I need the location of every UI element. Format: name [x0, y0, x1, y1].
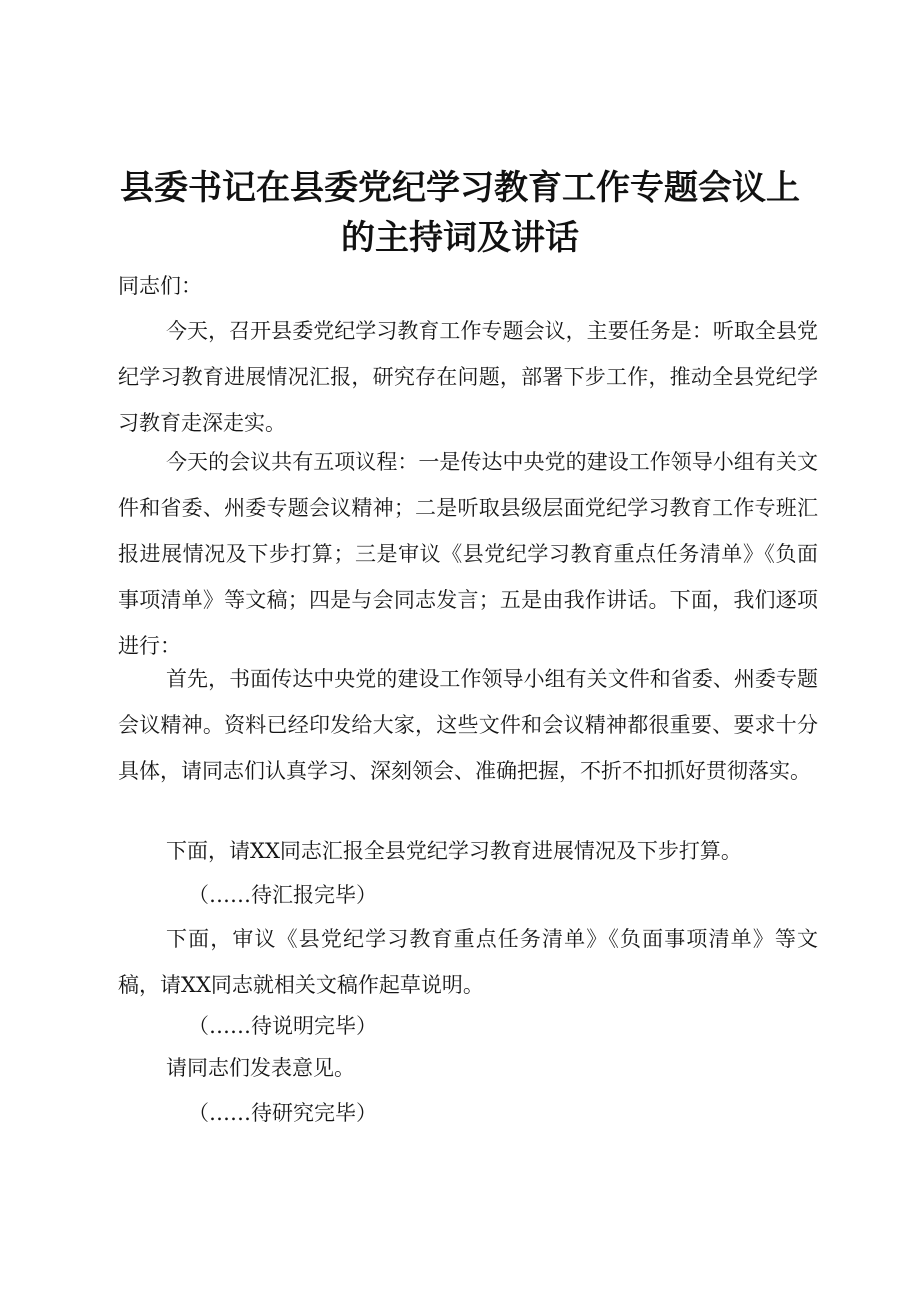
- note-discussion-finished: （……待研究完毕）: [188, 1101, 377, 1125]
- paragraph-review: 下面，审议《县党纪学习教育重点任务清单》《负面事项清单》等文稿，请XX同志就相关文稿作起草说明。: [118, 927, 818, 997]
- document-title-line-2: 的主持词及讲话: [341, 218, 579, 258]
- note-report-finished: （……待汇报完毕）: [188, 883, 377, 907]
- paragraph-first-item: 首先，书面传达中央党的建设工作领导小组有关文件和省委、州委专题会议精神。资料已经印发给大家，这些文件和会议精神都很重要、要求十分具体，请同志们认真学习、深刻领会、准确把握，不折不扣抓好贯彻落实。: [118, 667, 818, 783]
- paragraph-agenda: 今天的会议共有五项议程：一是传达中央党的建设工作领导小组有关文件和省委、州委专题会议精神；二是听取县级层面党纪学习教育工作专班汇报进展情况及下步打算；三是审议《县党纪学习教育重点任务清单》《负面事项清单》等文稿；四是与会同志发言；五是由我作讲话。下面，我们逐项进行：: [118, 450, 818, 658]
- document-title-line-1: 县委书记在县委党纪学习教育工作专题会议上: [120, 168, 800, 208]
- greeting: 同志们：: [118, 274, 202, 298]
- note-explanation-finished: （……待说明完毕）: [188, 1014, 377, 1038]
- paragraph-invite-opinions: 请同志们发表意见。: [166, 1056, 355, 1080]
- paragraph-opening: 今天，召开县委党纪学习教育工作专题会议，主要任务是：听取全县党纪学习教育进展情况汇报，研究存在问题，部署下步工作，推动全县党纪学习教育走深走实。: [118, 319, 818, 435]
- paragraph-report-request: 下面，请XX同志汇报全县党纪学习教育进展情况及下步打算。: [166, 839, 742, 863]
